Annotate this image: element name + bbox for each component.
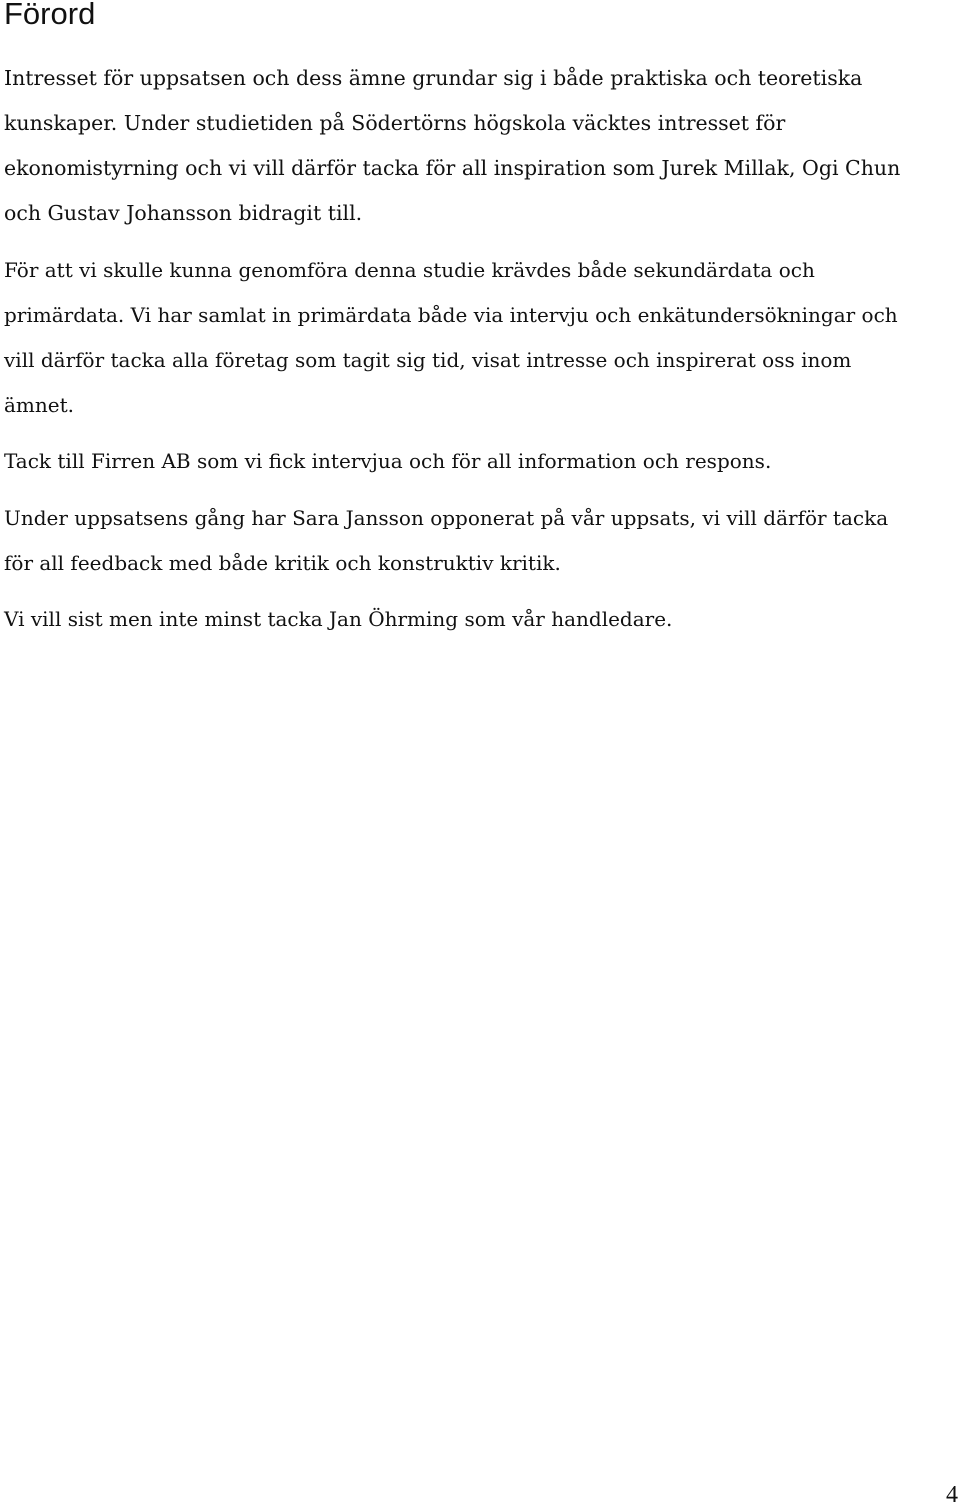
paragraph-line: För att vi skulle kunna genomföra denna studie krävdes både sekundärdata och: [4, 258, 815, 282]
paragraph-line: ämnet.: [4, 393, 74, 417]
paragraph-opponent: [4, 496, 956, 586]
paragraph-firren: [4, 439, 956, 484]
paragraph-line: ekonomistyrning och vi vill därför tacka för all inspiration som Jurek Millak, Ogi Chun: [4, 156, 901, 180]
paragraph-line: primärdata. Vi har samlat in primärdata både via intervju och enkätundersökningar och: [4, 303, 898, 327]
paragraph-line: Intresset för uppsatsen och dess ämne grundar sig i både praktiska och teoretiska: [4, 66, 863, 90]
paragraph-line: kunskaper. Under studietiden på Södertörns högskola väcktes intresset för: [4, 111, 786, 135]
paragraph-line: Under uppsatsens gång har Sara Jansson opponerat på vår uppsats, vi vill därför tacka: [4, 506, 889, 530]
paragraph-line: vill därför tacka alla företag som tagit sig tid, visat intresse och inspirerat oss inom: [4, 348, 852, 372]
page-title: Förord: [4, 0, 96, 31]
paragraph-line: för all feedback med både kritik och konstruktiv kritik.: [4, 551, 561, 575]
paragraph-line: Tack till Firren AB som vi fick intervjua och för all information och respons.: [4, 449, 772, 473]
paragraph-supervisor: [4, 597, 956, 642]
paragraph-line: Vi vill sist men inte minst tacka Jan Öhrming som vår handledare.: [4, 607, 673, 631]
paragraph-line: och Gustav Johansson bidragit till.: [4, 201, 363, 225]
page-number: 4: [946, 1482, 958, 1508]
paragraph-intro: [4, 56, 956, 236]
paragraph-data: [4, 248, 956, 428]
